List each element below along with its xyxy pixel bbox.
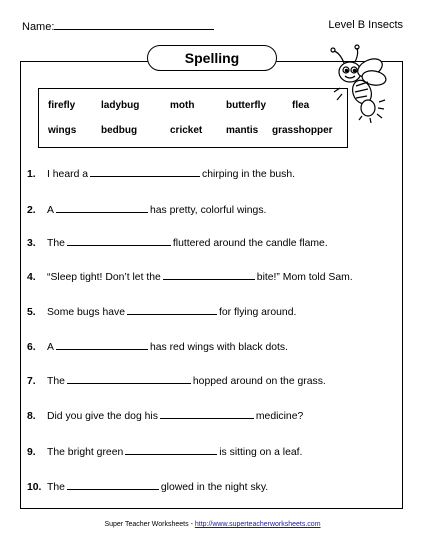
- answer-blank[interactable]: [56, 203, 148, 213]
- word-bank-row: [39, 125, 347, 139]
- question-text-before: Some bugs have: [47, 307, 125, 318]
- question-text-before: The: [47, 482, 65, 493]
- question-text-after: has red wings with black dots.: [149, 342, 288, 353]
- question-text-after: is sitting on a leaf.: [219, 447, 303, 458]
- name-field: [22, 19, 214, 33]
- word-bank-item: moth: [170, 100, 195, 111]
- question-text-before: I heard a: [47, 169, 89, 180]
- question-number: 1.: [27, 169, 36, 180]
- answer-blank[interactable]: [67, 236, 171, 246]
- footer-text: Super Teacher Worksheets -: [104, 521, 193, 528]
- question-item: [27, 445, 302, 458]
- question-item: [27, 409, 303, 422]
- question-number: 9.: [27, 447, 36, 458]
- page-title: Spelling: [147, 45, 277, 71]
- question-number: 4.: [27, 272, 36, 283]
- word-bank-item: grasshopper: [272, 125, 333, 136]
- question-text-before: The: [47, 238, 65, 249]
- answer-blank[interactable]: [56, 340, 148, 350]
- question-text-after: medicine?: [255, 411, 304, 422]
- question-text-after: chirping in the bush.: [202, 169, 296, 180]
- word-bank-item: flea: [292, 100, 310, 111]
- answer-blank[interactable]: [67, 374, 191, 384]
- answer-blank[interactable]: [160, 409, 254, 419]
- question-text-after: fluttered around the candle flame.: [172, 238, 328, 249]
- question-item: [27, 480, 268, 493]
- footer-link[interactable]: http://www.superteacherworksheets.com: [194, 521, 321, 528]
- level-label: Level B Insects: [328, 19, 403, 31]
- word-bank-item: ladybug: [101, 100, 140, 111]
- question-number: 8.: [27, 411, 36, 422]
- word-bank-row: [39, 100, 347, 114]
- footer: [0, 521, 425, 528]
- question-item: [27, 270, 353, 283]
- word-bank-item: wings: [48, 125, 77, 136]
- question-number: 7.: [27, 376, 36, 387]
- word-bank-item: bedbug: [101, 125, 138, 136]
- name-line: [54, 19, 214, 30]
- name-label: Name:: [22, 21, 55, 33]
- question-number: 10.: [27, 482, 42, 493]
- question-text-before: A: [47, 205, 54, 216]
- word-bank-item: butterfly: [226, 100, 266, 111]
- question-text-before: Did you give the dog his: [47, 411, 158, 422]
- answer-blank[interactable]: [163, 270, 255, 280]
- question-text-before: A: [47, 342, 54, 353]
- word-bank-item: firefly: [48, 100, 76, 111]
- question-item: [27, 340, 288, 353]
- question-text-after: hopped around on the grass.: [192, 376, 326, 387]
- question-text-after: glowed in the night sky.: [160, 482, 269, 493]
- question-item: [27, 167, 295, 180]
- answer-blank[interactable]: [125, 445, 217, 455]
- question-number: 2.: [27, 205, 36, 216]
- word-bank: [38, 88, 348, 148]
- question-text-before: The bright green: [47, 447, 124, 458]
- question-number: 6.: [27, 342, 36, 353]
- answer-blank[interactable]: [127, 305, 217, 315]
- question-number: 3.: [27, 238, 36, 249]
- word-bank-item: mantis: [226, 125, 259, 136]
- question-text-after: for flying around.: [218, 307, 297, 318]
- question-item: [27, 374, 326, 387]
- worksheet-header: [22, 19, 403, 35]
- answer-blank[interactable]: [67, 480, 159, 490]
- word-bank-item: cricket: [170, 125, 203, 136]
- question-text-after: has pretty, colorful wings.: [149, 205, 267, 216]
- question-text-before: “Sleep tight! Don’t let the: [47, 272, 161, 283]
- question-text-after: bite!” Mom told Sam.: [256, 272, 353, 283]
- question-item: [27, 305, 296, 318]
- answer-blank[interactable]: [90, 167, 200, 177]
- question-item: [27, 203, 266, 216]
- question-item: [27, 236, 328, 249]
- question-text-before: The: [47, 376, 65, 387]
- question-number: 5.: [27, 307, 36, 318]
